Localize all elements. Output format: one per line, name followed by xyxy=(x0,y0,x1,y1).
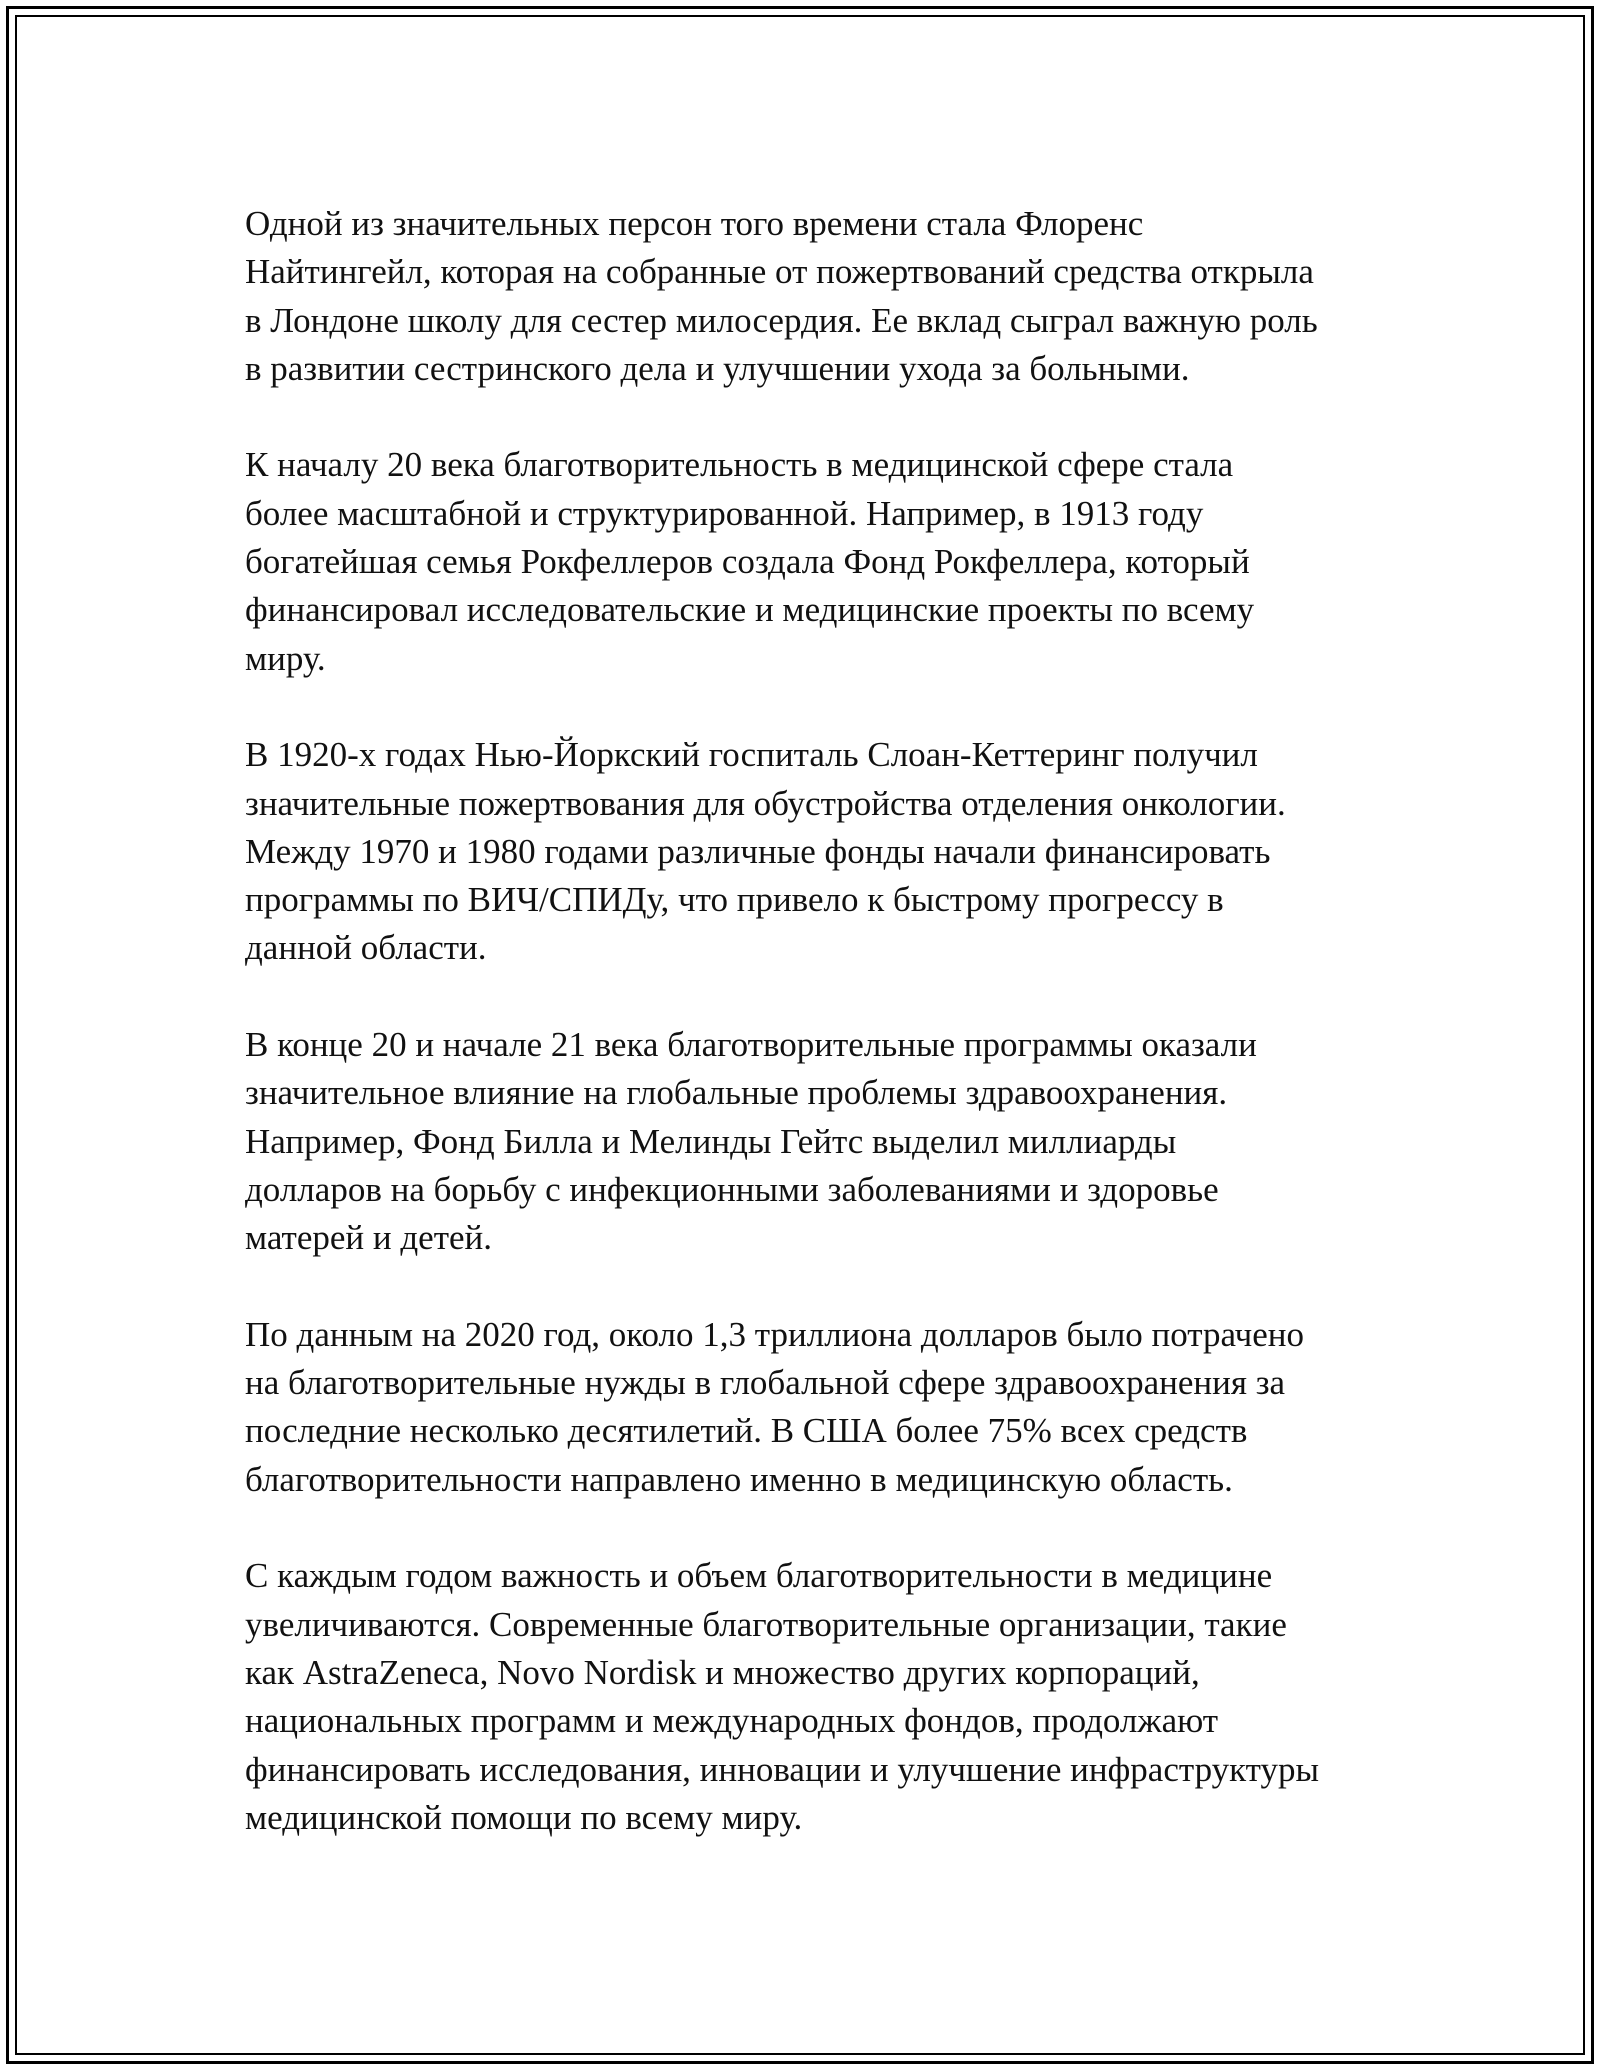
paragraph-modern-organizations: С каждым годом важность и объем благотворительности в медицине увеличиваются. Современные благотворительные организации, такие как AstraZeneca, Novo Nordisk и множество других корпораций, национальных программ и международных фондов, продолжают финансировать исследования, инновации и улучшение инфраструктуры медицинской помощи по всему миру. xyxy=(245,1556,1320,1837)
page-border xyxy=(6,6,1594,2064)
paragraph-2020-statistics: По данным на 2020 год, около 1,3 триллиона долларов было потрачено на благотворительные нужды в глобальной сфере здравоохранения за последние несколько десятилетий. В США более 75% всех средств благотворительности направлено именно в медицинскую область. xyxy=(245,1314,1305,1499)
paragraph-nightingale: Одной из значительных персон того времени стала Флоренс Найтингейл, которая на собранные от пожертвований средства открыла в Лондоне школу для сестер милосердия. Ее вклад сыграл важную роль в развитии сестринского дела и улучшении ухода за больными. xyxy=(245,204,1318,388)
paragraph-gates-foundation: В конце 20 и начале 21 века благотворительные программы оказали значительное влияние на глобальные проблемы здравоохранения. Например, Фонд Билла и Мелинды Гейтс выделил миллиарды долларов на борьбу с инфекционными заболеваниями и здоровье матерей и детей. xyxy=(245,1025,1257,1258)
paragraph-sloan-kettering: В 1920-х годах Нью-Йоркский госпиталь Слоан-Кеттеринг получил значительные пожертвования для обустройства отделения онкологии. Между 1970 и 1980 годами различные фонды начали финансировать программы по ВИЧ/СПИДу, что привело к быстрому прогрессу в данной области. xyxy=(245,735,1286,968)
document-body xyxy=(245,200,1385,1890)
paragraph-rockefeller: К началу 20 века благотворительность в медицинской сфере стала более масштабной и структурированной. Например, в 1913 году богатейшая семья Рокфеллеров создала Фонд Рокфеллера, который финансировал исследовательские и медицинские проекты по всему миру. xyxy=(245,445,1255,678)
